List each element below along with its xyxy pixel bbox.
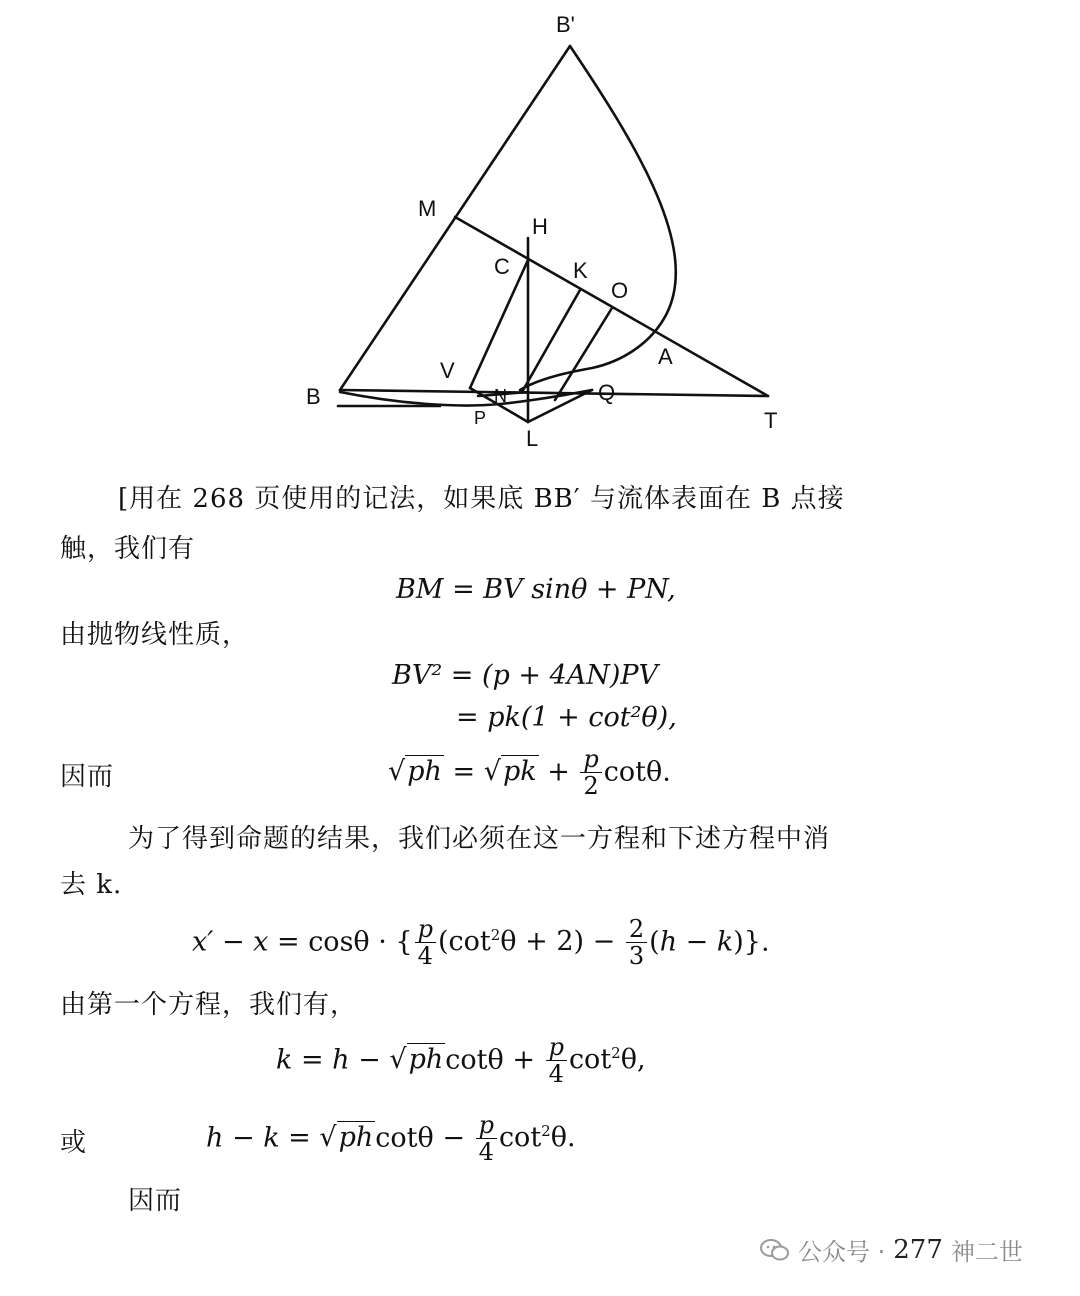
- footer-source: 公众号 ·: [798, 1238, 886, 1266]
- sqrt-ph: √ph: [388, 756, 442, 788]
- equation-x-difference: x′ − x = cosθ · { $\frac{p}{4}$ $(\cot^2\theta + 2)$ − $\frac{2}{3}$ (h − k)}.: [192, 915, 770, 971]
- label-P: P: [474, 408, 487, 428]
- fraction-p-over-2: $\frac{p}{2}$: [580, 746, 601, 800]
- equation-k: k = h − √phcotθ + $\frac{p}{4}$ $\cot^2\theta$,: [276, 1033, 646, 1089]
- sqrt-pk: √pk: [483, 756, 537, 788]
- label-B: B: [306, 384, 321, 409]
- page-number: 277: [893, 1234, 943, 1265]
- label-V: V: [440, 358, 455, 383]
- equation-bv-squared: BV² = (p + 4AN)PV: [392, 660, 659, 691]
- label-yiner-1: 因而: [60, 762, 115, 792]
- label-L: L: [526, 426, 539, 451]
- first-equation-line: 由第一个方程，我们有，: [60, 990, 358, 1020]
- label-N: N: [494, 386, 507, 406]
- label-C: C: [494, 254, 510, 279]
- label-T: T: [764, 408, 778, 433]
- equation-h-minus-k: h − k = √phcotθ − $\frac{p}{4}$ $\cot^2\theta$.: [206, 1111, 576, 1167]
- wechat-icon: [760, 1238, 790, 1262]
- paragraph-2-line-1: 为了得到命题的结果，我们必须在这一方程和下述方程中消: [128, 824, 831, 854]
- label-Q: Q: [598, 380, 616, 405]
- label-A: A: [658, 344, 673, 369]
- line-B-T: [340, 390, 768, 396]
- footer-account: 神二世: [950, 1238, 1023, 1266]
- equation-bv-squared-cont: = pk(1 + cot²θ),: [456, 702, 677, 733]
- label-Bprime: B': [556, 12, 575, 37]
- label-huo: 或: [60, 1128, 88, 1158]
- footer-watermark: [760, 1232, 1023, 1267]
- line-C-V: [470, 260, 528, 388]
- label-yiner-2: 因而: [128, 1186, 183, 1216]
- label-H: H: [532, 214, 548, 239]
- label-K: K: [573, 258, 588, 283]
- equation-sqrt: √ph = √pk + $\frac{p}{2}$ cotθ.: [388, 745, 671, 801]
- label-O: O: [611, 278, 629, 303]
- equation-bm: BM = BV sinθ + PN,: [396, 574, 676, 605]
- paragraph-1-line-2: 触，我们有: [60, 534, 196, 564]
- paragraph-1-line-1: [用在 268 页使用的记法，如果底 BB′ 与流体表面在 B 点接: [118, 484, 845, 514]
- geometry-figure: [0, 0, 1080, 470]
- label-M: M: [418, 196, 437, 221]
- line-M-T: [455, 217, 768, 396]
- parabola-property-line: 由抛物线性质，: [60, 620, 250, 650]
- paragraph-2-line-2: 去 k.: [60, 870, 123, 900]
